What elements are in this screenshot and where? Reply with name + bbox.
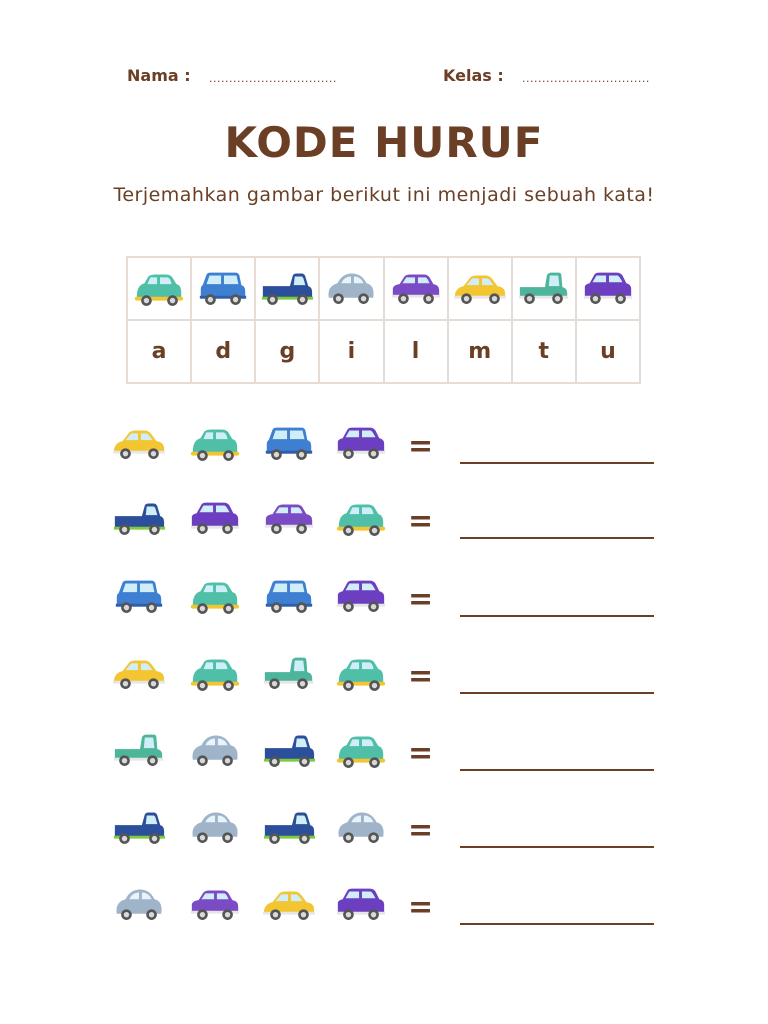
purple-sedan-car-icon — [388, 271, 444, 307]
answer-line[interactable] — [460, 462, 654, 464]
puzzle-car-slot — [186, 579, 244, 623]
puzzle-car-slot — [332, 887, 390, 931]
yellow-coupe-car-icon — [111, 426, 167, 462]
teal-hatchback-car-icon — [187, 426, 243, 462]
equals-sign: = — [408, 813, 434, 848]
puzzle-car-slot — [260, 501, 318, 545]
class-field — [443, 66, 650, 85]
name-blank[interactable]: ................................ — [209, 72, 337, 85]
equals-sign: = — [408, 890, 434, 925]
yellow-coupe-car-icon — [111, 656, 167, 692]
gray-beetle-car-icon — [323, 271, 379, 307]
equals-sign: = — [408, 504, 434, 539]
puzzle-car-slot — [332, 426, 390, 470]
puzzle-car-slot — [186, 810, 244, 854]
purple-sedan-car-icon — [261, 501, 317, 537]
violet-van-car-icon — [333, 426, 389, 462]
key-letter-cell: l — [384, 320, 448, 383]
puzzle-car-slot — [260, 810, 318, 854]
puzzle-row — [110, 887, 670, 931]
key-icon-cell — [384, 257, 448, 320]
code-key-table — [126, 256, 641, 384]
puzzle-car-slot — [186, 426, 244, 470]
key-letter-cell: g — [255, 320, 319, 383]
class-label: Kelas : — [443, 66, 504, 85]
puzzle-car-slot — [110, 656, 168, 700]
puzzle-row — [110, 426, 670, 470]
puzzle-car-slot — [260, 579, 318, 623]
key-icon-cell — [255, 257, 319, 320]
key-icon-cell — [127, 257, 191, 320]
puzzle-car-slot — [186, 656, 244, 700]
blue-suv-car-icon — [261, 579, 317, 615]
key-icon-cell — [191, 257, 255, 320]
violet-van-car-icon — [187, 501, 243, 537]
puzzle-car-slot — [260, 733, 318, 777]
puzzle-car-slot — [110, 579, 168, 623]
key-icon-cell — [576, 257, 640, 320]
yellow-coupe-car-icon — [452, 271, 508, 307]
answer-line[interactable] — [460, 769, 654, 771]
class-blank[interactable]: ................................ — [522, 72, 650, 85]
answer-line[interactable] — [460, 615, 654, 617]
puzzle-car-slot — [332, 501, 390, 545]
gray-beetle-car-icon — [187, 733, 243, 769]
puzzle-row — [110, 733, 670, 777]
puzzle-car-slot — [186, 501, 244, 545]
puzzle-car-slot — [332, 810, 390, 854]
puzzle-car-slot — [332, 733, 390, 777]
gray-beetle-car-icon — [187, 810, 243, 846]
puzzle-car-slot — [260, 887, 318, 931]
gray-beetle-car-icon — [111, 887, 167, 923]
key-letter-cell: u — [576, 320, 640, 383]
key-letter-cell: t — [512, 320, 576, 383]
key-letter-cell: a — [127, 320, 191, 383]
puzzle-row — [110, 501, 670, 545]
blue-suv-car-icon — [261, 426, 317, 462]
yellow-coupe-car-icon — [261, 887, 317, 923]
key-letter-cell: i — [319, 320, 383, 383]
key-icon-row — [127, 257, 640, 320]
puzzle-row — [110, 810, 670, 854]
navy-pickup-car-icon — [111, 501, 167, 537]
equals-sign: = — [408, 582, 434, 617]
puzzle-car-slot — [110, 426, 168, 470]
teal-hatchback-car-icon — [187, 579, 243, 615]
violet-van-car-icon — [333, 887, 389, 923]
key-icon-cell — [448, 257, 512, 320]
puzzle-row — [110, 656, 670, 700]
answer-line[interactable] — [460, 692, 654, 694]
puzzle-car-slot — [110, 887, 168, 931]
answer-line[interactable] — [460, 923, 654, 925]
key-letter-row — [127, 320, 640, 383]
blue-suv-car-icon — [195, 271, 251, 307]
purple-sedan-car-icon — [187, 887, 243, 923]
key-letter-cell: m — [448, 320, 512, 383]
answer-line[interactable] — [460, 537, 654, 539]
teal-hatchback-car-icon — [333, 656, 389, 692]
blue-suv-car-icon — [111, 579, 167, 615]
key-letter-cell: d — [191, 320, 255, 383]
teal-hatchback-car-icon — [333, 501, 389, 537]
navy-pickup-car-icon — [261, 733, 317, 769]
puzzle-car-slot — [332, 656, 390, 700]
equals-sign: = — [408, 736, 434, 771]
puzzle-car-slot — [110, 810, 168, 854]
navy-pickup-car-icon — [261, 810, 317, 846]
puzzle-car-slot — [332, 579, 390, 623]
puzzle-car-slot — [260, 426, 318, 470]
mint-pickup-car-icon — [261, 656, 317, 692]
teal-hatchback-car-icon — [333, 733, 389, 769]
puzzle-car-slot — [186, 887, 244, 931]
mint-pickup-car-icon — [516, 271, 572, 307]
gray-beetle-car-icon — [333, 810, 389, 846]
puzzle-row — [110, 579, 670, 623]
instruction-text: Terjemahkan gambar berikut ini menjadi sebuah kata! — [113, 184, 655, 206]
violet-van-car-icon — [333, 579, 389, 615]
answer-line[interactable] — [460, 846, 654, 848]
page-title: KODE HURUF — [224, 118, 544, 167]
violet-van-car-icon — [580, 271, 636, 307]
mint-pickup-car-icon — [111, 733, 167, 769]
puzzle-car-slot — [110, 733, 168, 777]
navy-pickup-car-icon — [259, 271, 315, 307]
puzzle-car-slot — [186, 733, 244, 777]
equals-sign: = — [408, 429, 434, 464]
navy-pickup-car-icon — [111, 810, 167, 846]
key-icon-cell — [512, 257, 576, 320]
key-icon-cell — [319, 257, 383, 320]
teal-hatchback-car-icon — [131, 271, 187, 307]
name-field — [127, 66, 337, 85]
puzzle-car-slot — [110, 501, 168, 545]
puzzle-car-slot — [260, 656, 318, 700]
name-label: Nama : — [127, 66, 191, 85]
teal-hatchback-car-icon — [187, 656, 243, 692]
equals-sign: = — [408, 659, 434, 694]
